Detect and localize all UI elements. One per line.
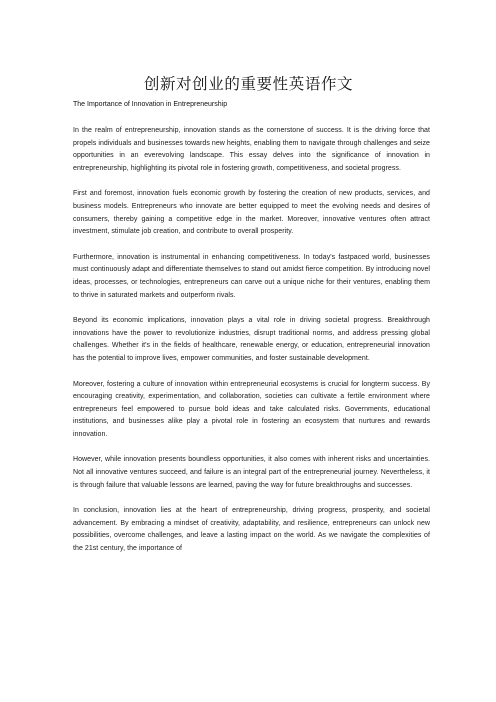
paragraph-competitiveness: Furthermore, innovation is instrumental in enhancing competitiveness. In today's fastpaced world, businesses must continuously adapt and differentiate themselves to stand out amidst fierce competition. By introducing novel ideas, processes, or technologies, entrepreneurs can carve out a unique niche for their ventures, enabling them to thrive in saturated markets and outperform rivals. <box>73 253 430 299</box>
paragraph-conclusion: In conclusion, innovation lies at the heart of entrepreneurship, driving progress, prosperity, and societal advancement. By embracing a mindset of creativity, adaptability, and resilience, entrepreneurs can unlock new possibilities, overcome challenges, and leave a lasting impact on the world. As we navigate the complexities of the 21st century, the importance of <box>73 507 430 553</box>
paragraph-innovation-culture: Moreover, fostering a culture of innovation within entrepreneurial ecosystems is crucial for longterm success. By encouraging creativity, experimentation, and collaboration, societies can cultivate a fertile environment where entrepreneurs feel empowered to pursue bold ideas and take calculated risks. Governments, educational institutions, and businesses alike play a pivotal role in fostering an ecosystem that nurtures and rewards innovation. <box>73 380 430 438</box>
document-title: 创新对创业的重要性英语作文 <box>143 75 354 93</box>
paragraph-economic-growth: First and foremost, innovation fuels economic growth by fostering the creation of new products, services, and business models. Entrepreneurs who innovate are better equipped to meet the evolving needs and desires of consumers, thereby gaining a competitive edge in the market. Moreover, innovative ventures often attract investment, stimulate job creation, and contribute to overall prosperity. <box>73 190 430 236</box>
paragraph-introduction: In the realm of entrepreneurship, innovation stands as the cornerstone of success. It is the driving force that propels individuals and businesses towards new heights, enabling them to navigate through challenges and seize opportunities in an everevolving landscape. This essay delves into the significance of innovation in entrepreneurship, highlighting its pivotal role in fostering growth, competitiveness, and societal progress. <box>73 127 430 172</box>
essay-subtitle: The Importance of Innovation in Entrepreneurship <box>73 101 228 108</box>
paragraph-risks: However, while innovation presents boundless opportunities, it also comes with inherent risks and uncertainties. Not all innovative ventures succeed, and failure is an integral part of the entrepreneurial journey. Nevertheless, it is through failure that valuable lessons are learned, paving the way for future breakthroughs and successes. <box>73 456 430 489</box>
essay-body <box>73 125 430 556</box>
paragraph-societal-progress: Beyond its economic implications, innovation plays a vital role in driving societal progress. Breakthrough innovations have the power to revolutionize industries, disrupt traditional norms, and address pressing global challenges. Whether it's in the fields of healthcare, renewable energy, or education, entrepreneurial innovation has the potential to improve lives, empower communities, and foster sustainable development. <box>73 317 430 362</box>
